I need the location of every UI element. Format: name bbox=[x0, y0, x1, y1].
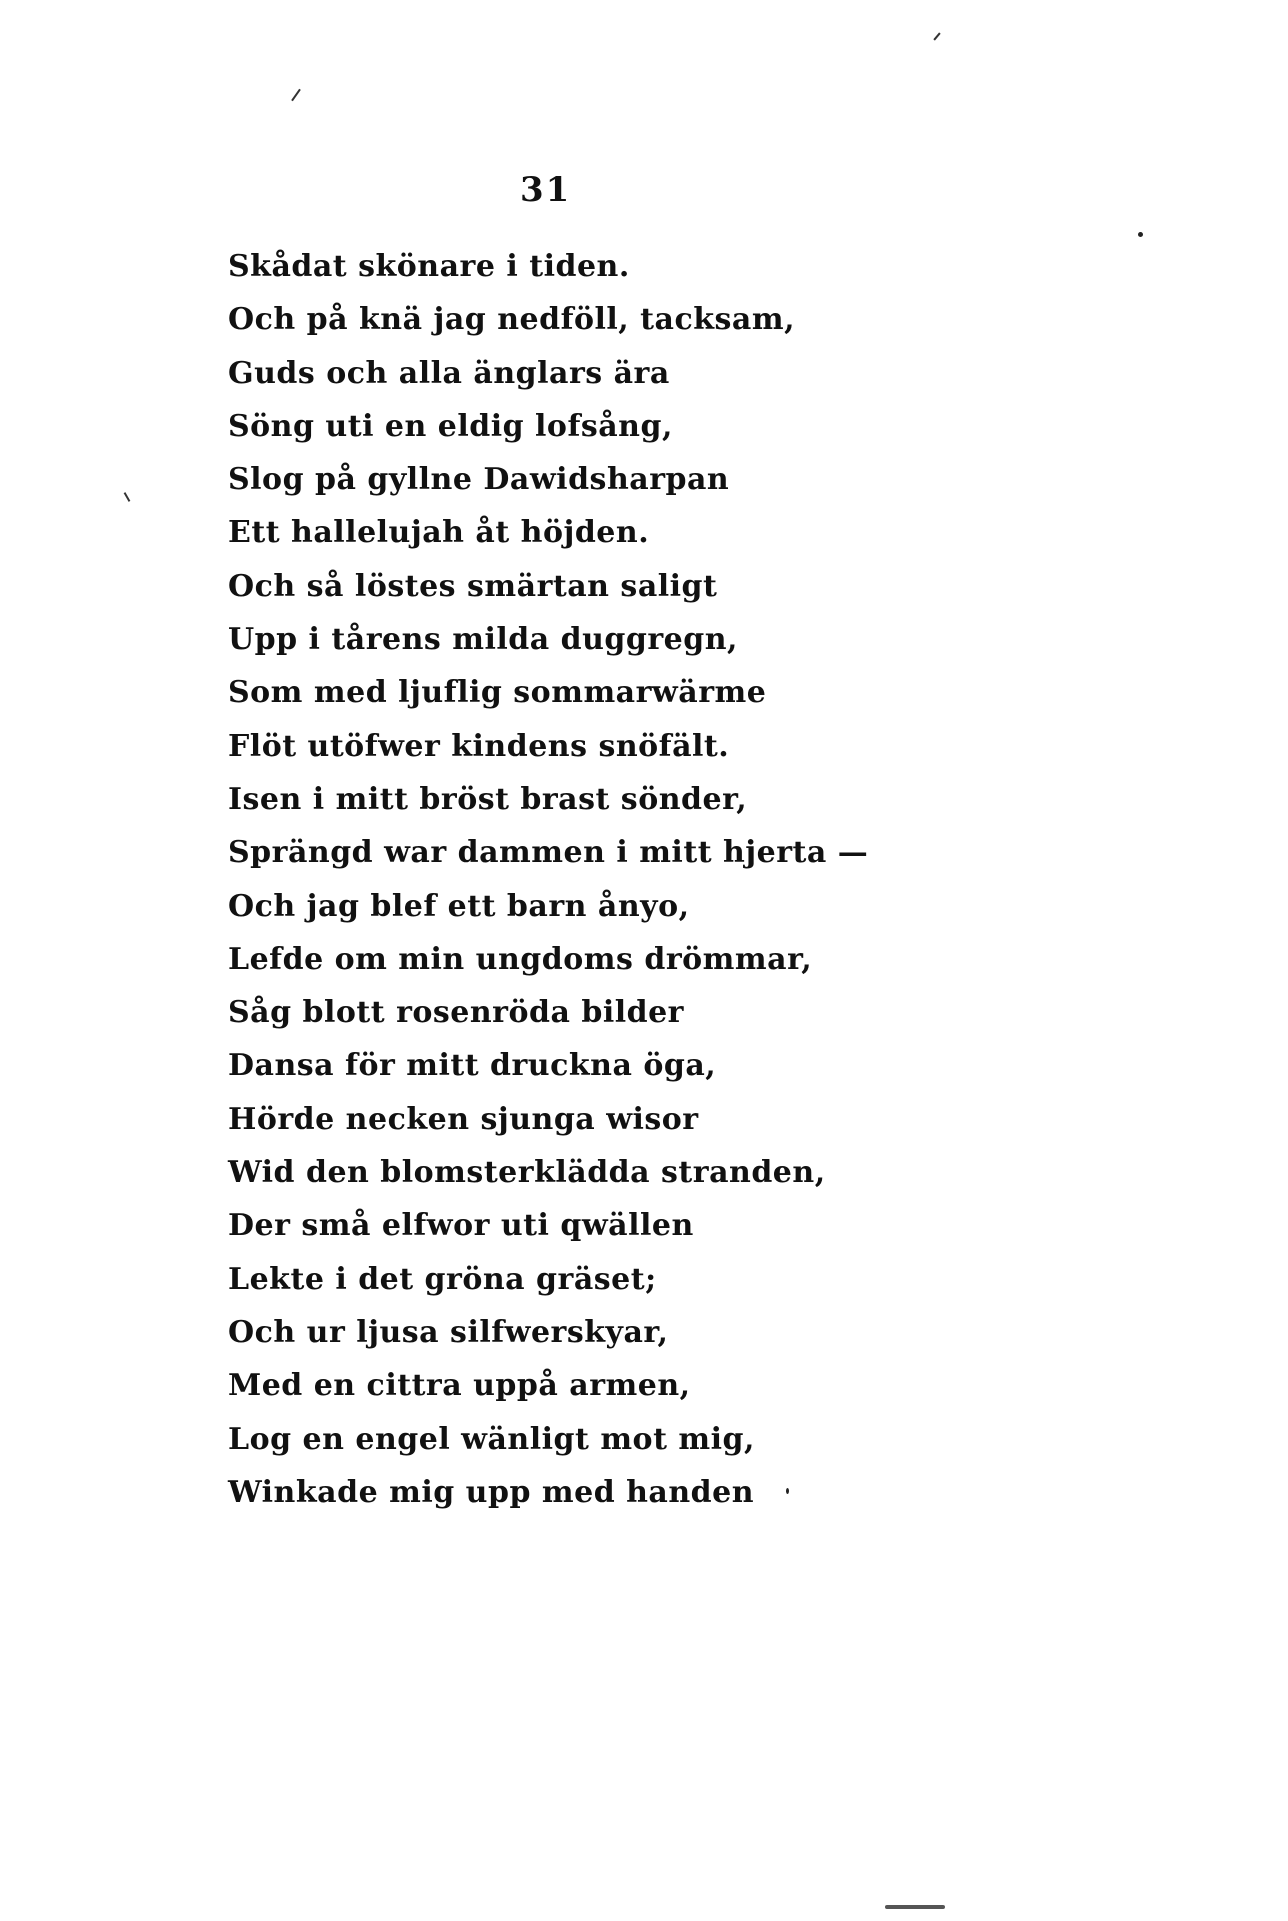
poem-line: Och så löstes smärtan saligt bbox=[228, 568, 718, 604]
poem-line: Wid den blomsterklädda stranden, bbox=[228, 1155, 826, 1191]
poem-line: Såg blott rosenröda bilder bbox=[228, 995, 684, 1031]
poem-line: Ett hallelujah åt höjden. bbox=[228, 515, 650, 551]
poem-line: Upp i tårens milda duggregn, bbox=[228, 622, 738, 658]
poem-line: Sprängd war dammen i mitt hjerta — bbox=[228, 835, 869, 871]
scan-speck bbox=[885, 1905, 945, 1909]
poem-line: Och ur ljusa silfwerskyar, bbox=[228, 1314, 669, 1350]
poem-text bbox=[228, 240, 868, 1519]
poem-line: Isen i mitt bröst brast sönder, bbox=[228, 781, 748, 817]
poem-line: Lekte i det gröna gräset; bbox=[228, 1261, 657, 1297]
poem-line: Flöt utöfwer kindens snöfält. bbox=[228, 728, 730, 764]
scan-speck bbox=[291, 89, 301, 102]
scan-speck bbox=[1138, 232, 1143, 237]
poem-line: Dansa för mitt druckna öga, bbox=[228, 1048, 717, 1084]
poem-line: Guds och alla änglars ära bbox=[228, 355, 670, 391]
poem-line: Med en cittra uppå armen, bbox=[228, 1368, 691, 1404]
scan-speck bbox=[124, 492, 131, 502]
poem-line: Som med ljuflig sommarwärme bbox=[228, 675, 767, 711]
poem-line: Lefde om min ungdoms drömmar, bbox=[228, 941, 813, 977]
poem-line: Log en engel wänligt mot mig, bbox=[228, 1421, 755, 1457]
poem-line: Der små elfwor uti qwällen bbox=[228, 1208, 694, 1244]
poem-line: Hörde necken sjunga wisor bbox=[228, 1101, 699, 1137]
scan-speck bbox=[933, 32, 940, 40]
poem-line: Skådat skönare i tiden. bbox=[228, 249, 630, 284]
poem-line: Winkade mig upp med handen bbox=[228, 1474, 755, 1510]
page-number: 31 bbox=[520, 170, 572, 210]
poem-line: Söng uti en eldig lofsång, bbox=[228, 408, 673, 444]
poem-line: Slog på gyllne Dawidsharpan bbox=[228, 462, 730, 498]
scan-speck bbox=[786, 1488, 789, 1494]
poem-line: Och jag blef ett barn ånyo, bbox=[228, 888, 690, 924]
poem-line: Och på knä jag nedföll, tacksam, bbox=[228, 302, 796, 338]
